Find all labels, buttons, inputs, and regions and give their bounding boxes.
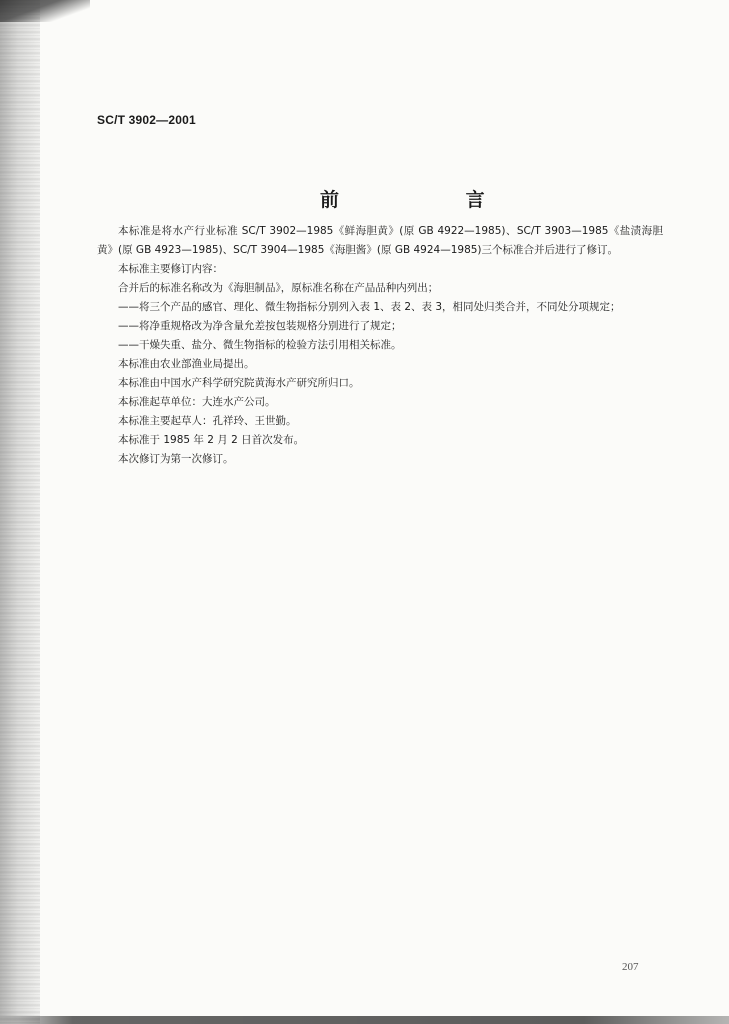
page-number: 207: [622, 961, 639, 973]
paragraph: 合并后的标准名称改为《海胆制品》，原标准名称在产品品种内列出；: [118, 282, 439, 294]
paragraph: ——将净重规格改为净含量允差按包装规格分别进行了规定；: [118, 320, 402, 332]
paragraph: 本标准是将水产行业标准 SC/T 3902—1985《鲜海胆黄》(原 GB 4922—1985)、SC/T 3903—1985《盐渍海胆黄》(原 GB 4923—1985)、SC/T 3904—1985《海胆酱》(原 GB 4924—1985)三个标准合并后进行了修订。: [97, 225, 663, 256]
paragraph: 本标准主要修订内容：: [118, 263, 223, 275]
scan-bottom-edge: [0, 1016, 729, 1024]
paragraph: ——干燥失重、盐分、微生物指标的检验方法引用相关标准。: [118, 339, 402, 351]
paragraph: 本标准起草单位：大连水产公司。: [118, 396, 276, 408]
paragraph: 本标准于 1985 年 2 月 2 日首次发布。: [118, 434, 305, 446]
paragraph: 本标准主要起草人：孔祥玲、王世勤。: [118, 415, 297, 427]
document-body: [97, 222, 663, 469]
paragraph: ——将三个产品的感官、理化、微生物指标分别列入表 1、表 2、表 3，相同处归类合并，不同处分项规定；: [118, 301, 621, 313]
scan-corner-shadow: [0, 0, 90, 22]
scan-binding-edge: [0, 0, 40, 1024]
paragraph: 本标准由中国水产科学研究院黄海水产研究所归口。: [118, 377, 360, 389]
paragraph: 本次修订为第一次修订。: [118, 453, 234, 465]
standard-code: SC/T 3902—2001: [97, 113, 196, 127]
paragraph: 本标准由农业部渔业局提出。: [118, 358, 255, 370]
page-title: 前 言: [320, 189, 545, 211]
